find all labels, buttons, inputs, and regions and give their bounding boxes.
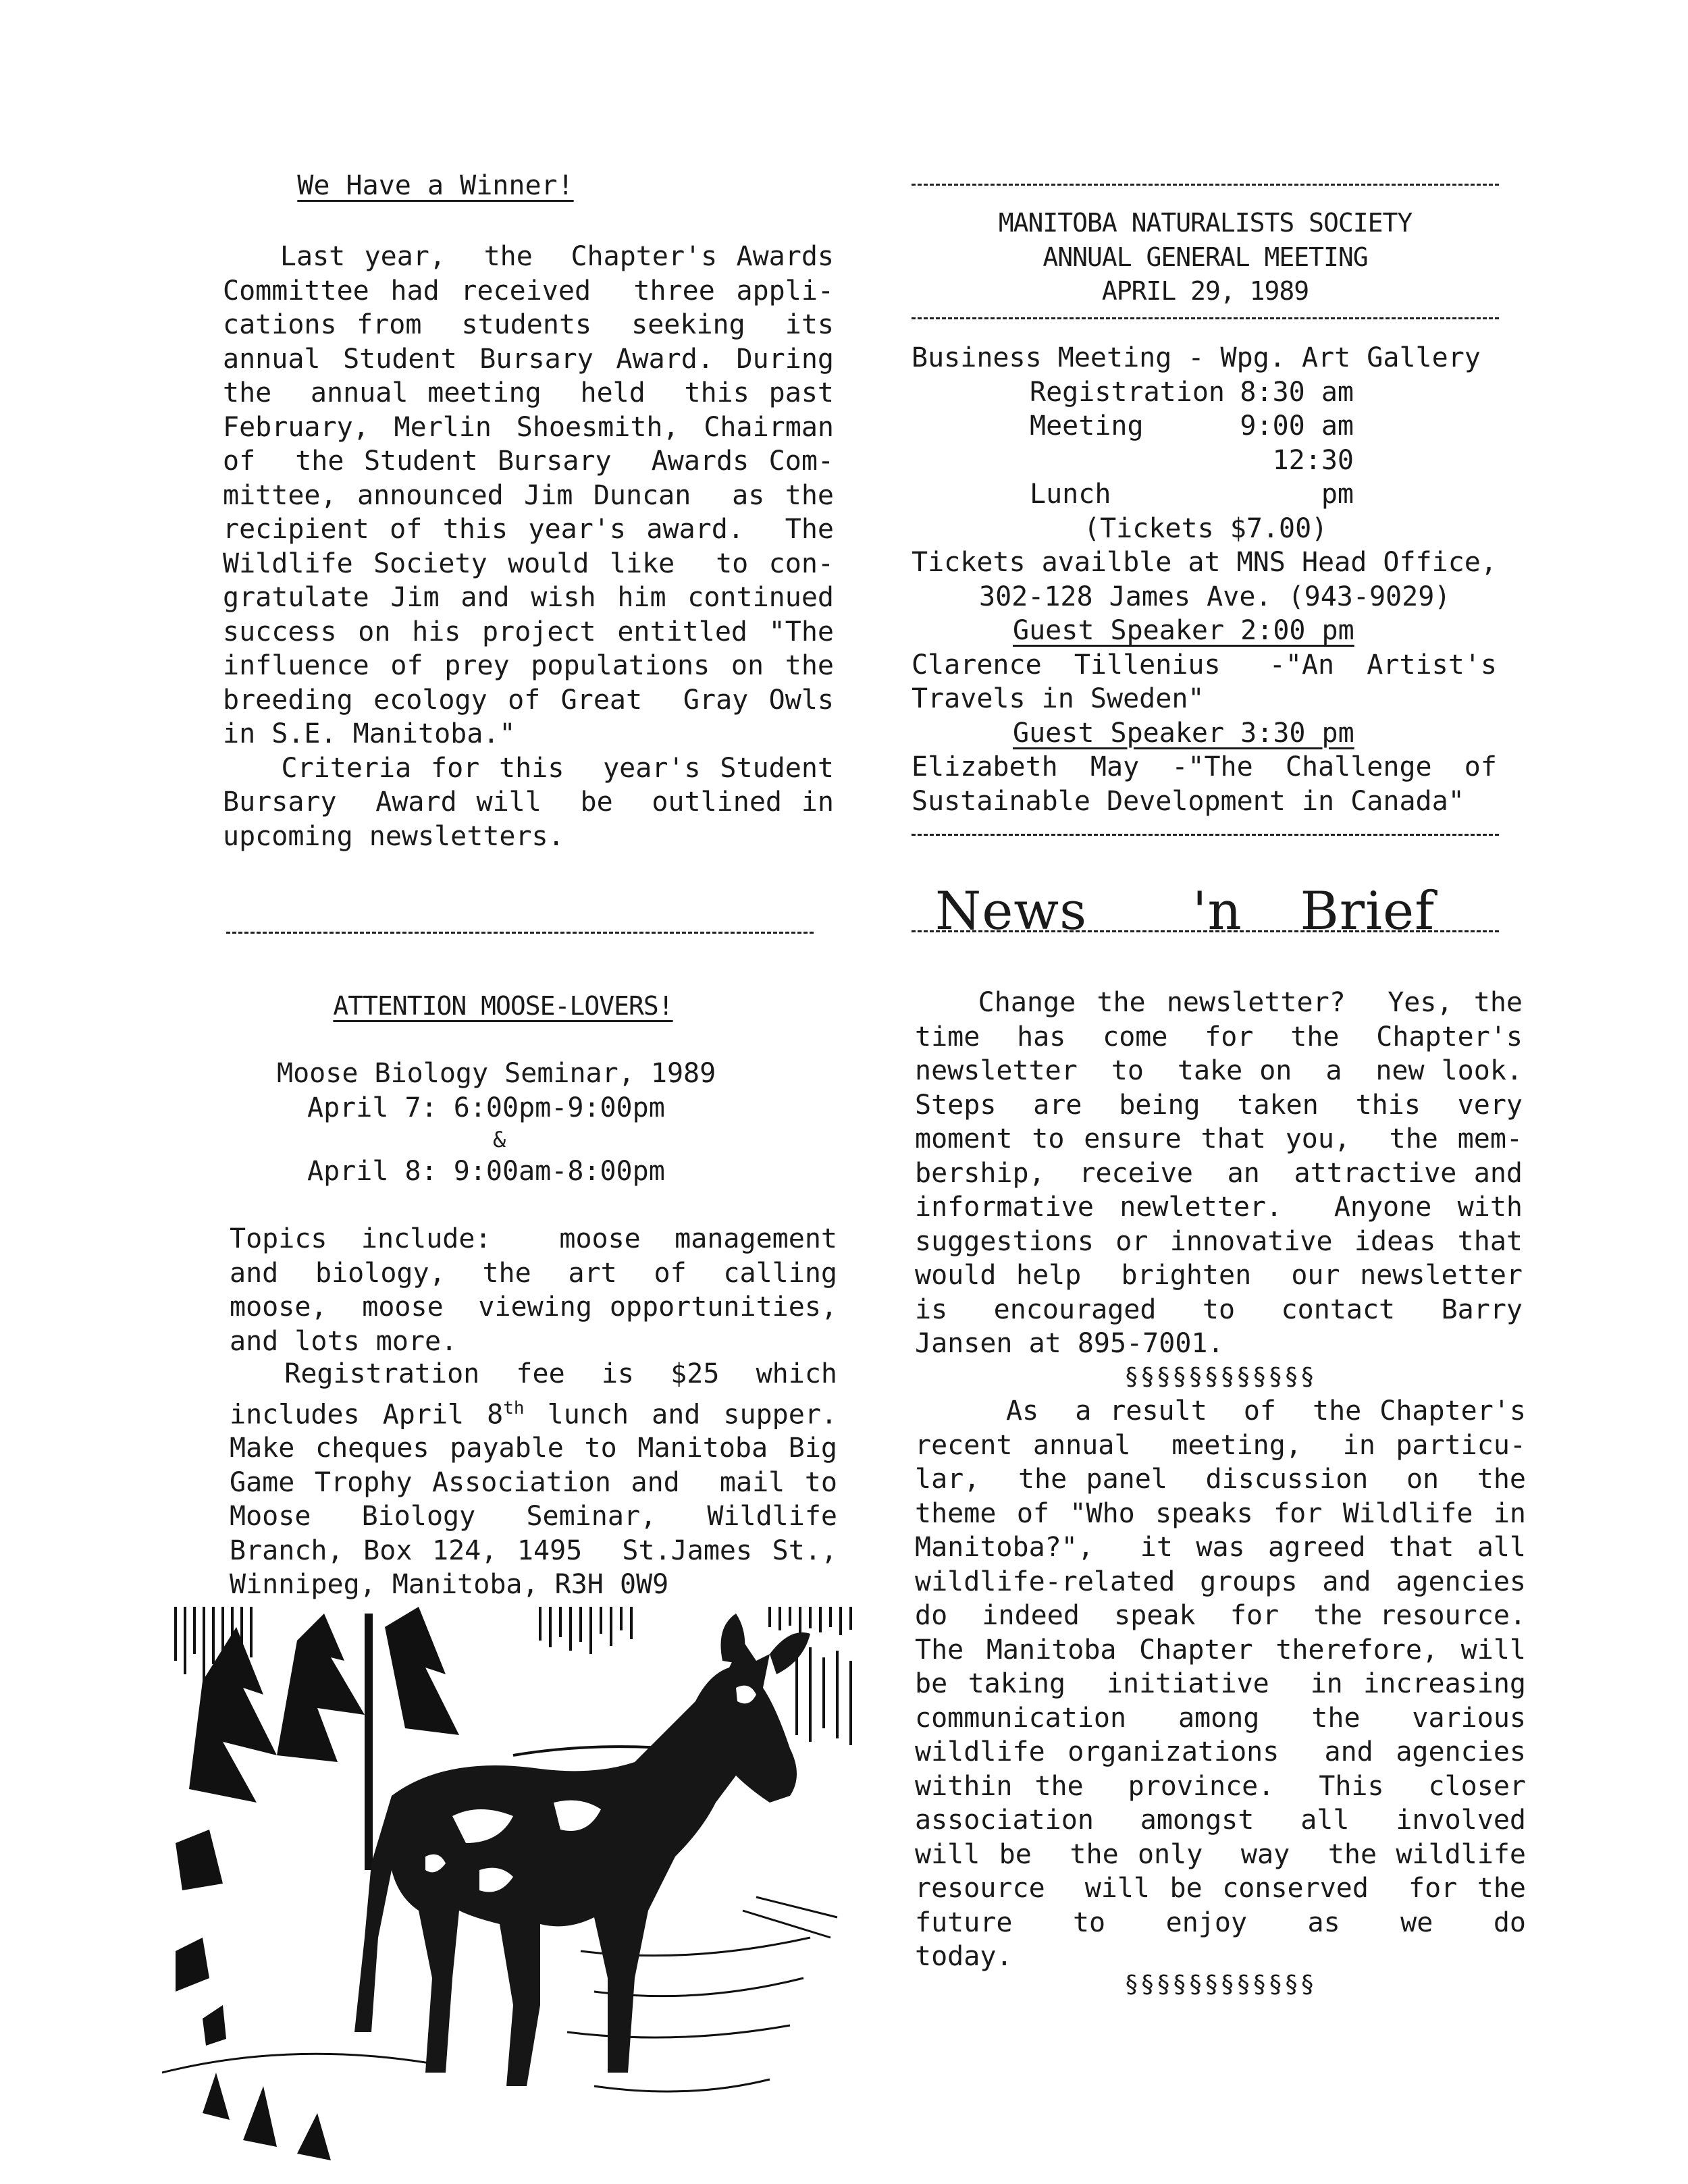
news-para2-line-15: resource will be conserved for the	[915, 1873, 1526, 1904]
news-para2-line-8: The Manitoba Chapter therefore, will	[915, 1634, 1526, 1666]
agm-title-line-2: ANNUAL GENERAL MEETING	[1043, 242, 1368, 272]
agm-schedule-label: Registration	[1030, 376, 1225, 408]
winner-line-7: of the Student Bursary Awards Com-	[223, 446, 834, 477]
news-para1-line-9: would help brighten our newsletter	[915, 1260, 1523, 1291]
winner-line-14: breeding ecology of Great Gray Owls	[223, 684, 834, 716]
winner-line-9: recipient of this year's award. The	[223, 514, 834, 545]
news-para2-line-9: be taking initiative in increasing	[915, 1668, 1526, 1699]
news-para2-line-10: communication among the various	[915, 1702, 1526, 1734]
agm-top-rule	[912, 184, 1499, 186]
news-para2-line-7: do indeed speak for the resource.	[915, 1600, 1526, 1631]
agm-speaker2-line2: Sustainable Development in Canada"	[912, 785, 1465, 817]
winner-line-1: Last year, the Chapter's Awards	[223, 241, 834, 272]
winner-line-10: Wildlife Society would like to con-	[223, 548, 834, 579]
news-para1-line-4: Steps are being taken this very	[915, 1089, 1523, 1121]
news-para1-line-7: informative newletter. Anyone with	[915, 1192, 1523, 1223]
winner-line-18: upcoming newsletters.	[223, 820, 564, 852]
moose-heading: ATTENTION MOOSE-LOVERS!	[333, 991, 673, 1021]
winner-line-4: annual Student Bursary Award. During	[223, 343, 834, 375]
moose-topics-line-2: and biology, the art of calling	[230, 1257, 837, 1289]
news-para2-line-3: lar, the panel discussion on the	[915, 1464, 1526, 1495]
agm-title-line-1: MANITOBA NATURALISTS SOCIETY	[998, 208, 1413, 238]
moose-top-rule	[226, 932, 814, 934]
moose-reg-line-1: Registration fee is $25 which	[230, 1358, 837, 1389]
news-para2-line-6: wildlife-related groups and agencies	[915, 1566, 1526, 1597]
news-separator-2: §§§§§§§§§§§§	[1124, 1971, 1317, 1998]
news-para1-line-3: newsletter to take on a new look.	[915, 1055, 1523, 1086]
news-para2-line-12: within the province. This closer	[915, 1770, 1526, 1802]
winner-line-2: Committee had received three appli-	[223, 275, 834, 307]
winner-line-15: in S.E. Manitoba."	[223, 718, 516, 749]
winner-line-11: gratulate Jim and wish him continued	[223, 582, 834, 613]
moose-reg-line-2-text: includes April 8	[230, 1398, 504, 1430]
moose-topics-line-1: Topics include: moose management	[230, 1223, 837, 1254]
winner-line-5: the annual meeting held this past	[223, 377, 834, 408]
news-separator-1: §§§§§§§§§§§§	[1124, 1363, 1317, 1391]
news-para2-line-2: recent annual meeting, in particu-	[915, 1429, 1526, 1461]
agm-schedule-row	[912, 375, 1519, 410]
news-para2-line-13: association amongst all involved	[915, 1805, 1526, 1836]
agm-title-line-3: APRIL 29, 1989	[1101, 276, 1309, 306]
winner-line-3: cations from students seeking its	[223, 309, 834, 340]
news-para1-line-5: moment to ensure that you, the mem-	[915, 1123, 1523, 1154]
news-heading-word-1: News	[935, 881, 1088, 942]
moose-date-2: April 8: 9:00am-8:00pm	[307, 1156, 665, 1187]
moose-drawing-icon	[162, 1600, 878, 2167]
agm-speaker2-heading: Guest Speaker 3:30 pm	[1013, 717, 1354, 749]
agm-speaker1-heading: Guest Speaker 2:00 pm	[1013, 615, 1354, 646]
agm-speaker1-line2: Travels in Sweden"	[912, 683, 1205, 714]
agm-schedule-label: Lunch	[1030, 479, 1111, 510]
winner-line-16: Criteria for this year's Student	[223, 752, 834, 784]
agm-schedule-time: 8:30 am	[1240, 376, 1354, 408]
moose-illustration	[162, 1600, 878, 2167]
news-article-1	[915, 986, 1523, 1361]
winner-article	[223, 240, 834, 853]
agm-tickets-line1: Tickets availble at MNS Head Office,	[912, 547, 1497, 578]
moose-registration	[230, 1357, 837, 1602]
news-para2-line-1: As a result of the Chapter's	[915, 1395, 1526, 1427]
winner-line-6: February, Merlin Shoesmith, Chairman	[223, 411, 834, 443]
moose-topics-line-4: and lots more.	[230, 1325, 458, 1357]
agm-tickets-line2: 302-128 James Ave. (943-9029)	[979, 581, 1451, 612]
agm-schedule	[912, 375, 1519, 512]
moose-reg-line-6: Branch, Box 124, 1495 St.James St.,	[230, 1535, 837, 1566]
moose-topics-line-3: moose, moose viewing opportunities,	[230, 1291, 837, 1323]
agm-bottom-rule	[912, 834, 1499, 836]
winner-line-8: mittee, announced Jim Duncan as the	[223, 479, 834, 511]
moose-reg-line-3: Make cheques payable to Manitoba Big	[230, 1433, 837, 1464]
news-para2-line-17: today.	[915, 1941, 1013, 1972]
agm-title-rule	[912, 317, 1499, 319]
moose-reg-line-2-tail: lunch and supper.	[524, 1398, 838, 1430]
agm-schedule-label: Meeting	[1030, 410, 1144, 442]
winner-heading: We Have a Winner!	[297, 170, 574, 201]
news-para1-line-11: Jansen at 895-7001.	[915, 1328, 1224, 1359]
news-para1-line-2: time has come for the Chapter's	[915, 1021, 1523, 1053]
agm-schedule-row	[912, 444, 1519, 512]
news-para1-line-6: bership, receive an attractive and	[915, 1157, 1523, 1189]
news-para2-line-4: theme of "Who speaks for Wildlife in	[915, 1497, 1526, 1529]
agm-speaker2-line1: Elizabeth May -"The Challenge of	[912, 751, 1497, 782]
winner-line-12: success on his project entitled "The	[223, 616, 834, 647]
agm-business-line: Business Meeting - Wpg. Art Gallery	[912, 342, 1481, 373]
moose-reg-line-4: Game Trophy Association and mail to	[230, 1466, 837, 1498]
moose-seminar-title: Moose Biology Seminar, 1989	[277, 1058, 716, 1089]
agm-details	[912, 341, 1519, 818]
news-para1-line-1: Change the newsletter? Yes, the	[915, 987, 1523, 1018]
news-para2-line-16: future to enjoy as we do	[915, 1907, 1526, 1938]
agm-speaker1-line1: Clarence Tillenius -"An Artist's	[912, 649, 1497, 681]
news-para2-line-5: Manitoba?", it was agreed that all	[915, 1532, 1526, 1563]
news-para1-line-10: is encouraged to contact Barry	[915, 1294, 1523, 1325]
news-para2-line-11: wildlife organizations and agencies	[915, 1736, 1526, 1767]
news-heading	[935, 881, 1462, 942]
agm-title	[912, 206, 1499, 309]
agm-schedule-time: 12:30 pm	[1272, 444, 1354, 510]
news-para1-line-8: suggestions or innovative ideas that	[915, 1225, 1523, 1257]
moose-date-1: April 7: 6:00pm-9:00pm	[307, 1092, 665, 1123]
moose-schedule	[223, 1057, 830, 1189]
moose-amp: &	[493, 1127, 506, 1152]
news-para2-line-14: will be the only way the wildlife	[915, 1838, 1526, 1870]
agm-schedule-time: 9:00 am	[1240, 410, 1354, 442]
moose-reg-line-7: Winnipeg, Manitoba, R3H 0W9	[230, 1569, 669, 1601]
moose-reg-superscript: th	[503, 1397, 525, 1418]
news-article-2	[915, 1394, 1526, 1974]
moose-reg-line-5: Moose Biology Seminar, Wildlife	[230, 1501, 837, 1533]
agm-schedule-row	[912, 409, 1519, 444]
moose-reg-line-2	[230, 1391, 837, 1432]
moose-topics	[230, 1222, 837, 1358]
news-heading-word-2: 'n	[1192, 881, 1242, 942]
winner-line-13: influence of prey populations on the	[223, 650, 834, 681]
agm-tickets-price: (Tickets $7.00)	[1084, 512, 1328, 544]
news-heading-word-3: Brief	[1300, 881, 1435, 942]
winner-line-17: Bursary Award will be outlined in	[223, 787, 834, 818]
